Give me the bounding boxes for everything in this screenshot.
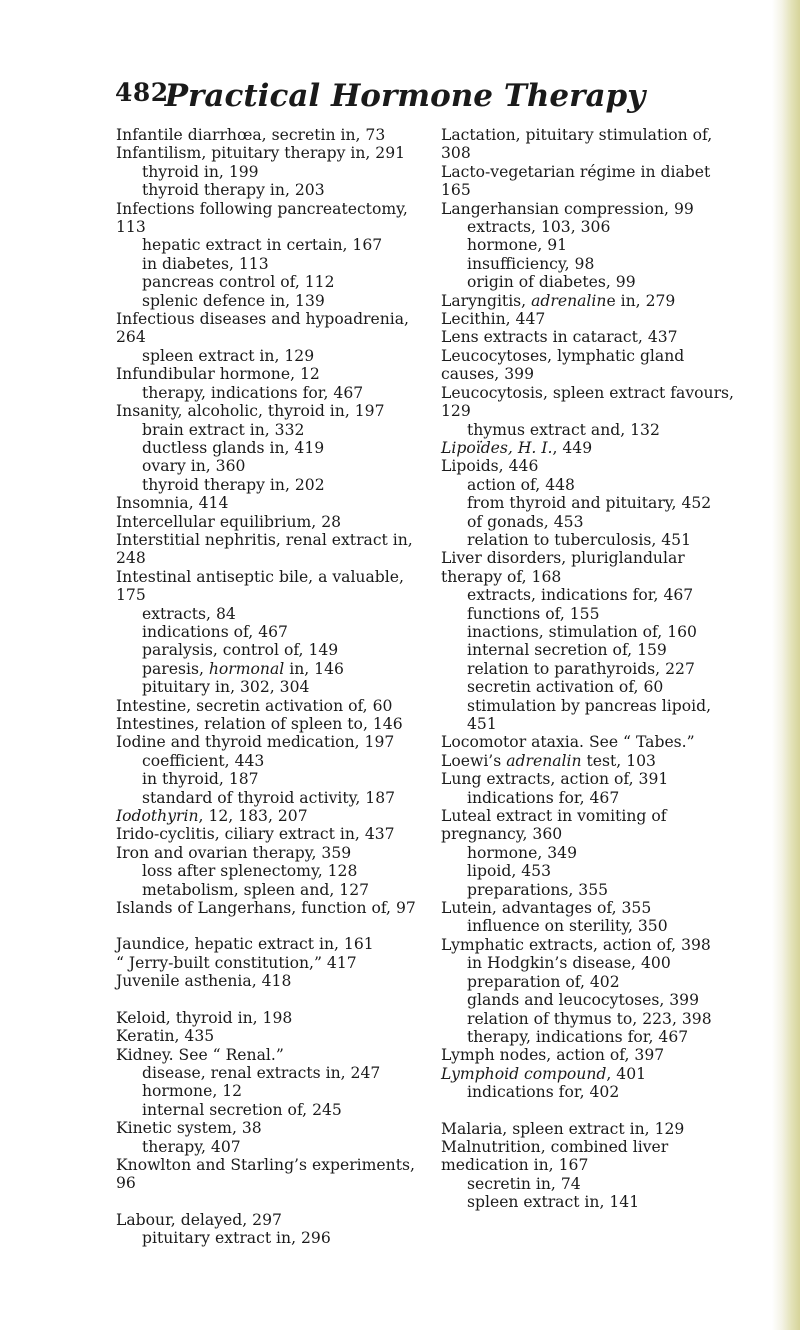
index-subentry: brain extract in, 332 [142, 420, 305, 439]
index-subentry: secretin activation of, 60 [467, 678, 664, 697]
index-subentry: hormone, 12 [142, 1082, 243, 1101]
index-entry: Keloid, thyroid in, 198 [116, 1008, 293, 1027]
index-entry: Intestinal antiseptic bile, a valuable, 175 [116, 567, 404, 605]
index-subentry: internal secretion of, 245 [142, 1100, 342, 1119]
index-entry: Intestine, secretin activation of, 60 [116, 696, 393, 715]
index-subentry: thyroid in, 199 [142, 162, 259, 181]
index-entry: Infantilism, pituitary therapy in, 291 [116, 144, 406, 163]
index-subentry: paralysis, control of, 149 [142, 641, 339, 660]
index-subentry: indications of, 467 [142, 622, 288, 641]
section-gap [116, 991, 428, 1009]
index-subentry: pituitary extract in, 296 [142, 1229, 331, 1248]
index-subentry: origin of diabetes, 99 [467, 273, 636, 292]
index-subentry: hormone, 91 [467, 236, 568, 255]
index-subentry: relation of thymus to, 223, 398 [467, 1009, 712, 1028]
index-entry: Infectious diseases and hypoadrenia, 264 [116, 310, 410, 347]
index-entry: Insanity, alcoholic, thyroid in, 197 [116, 402, 385, 421]
index-subentry: extracts, 84 [142, 604, 236, 623]
index-subentry: from thyroid and pituitary, 452 [467, 494, 712, 513]
index-subentry: preparation of, 402 [467, 972, 620, 991]
index-subentry: action of, 448 [467, 475, 575, 494]
index-entry: Lipoïdes, H. I., 449 [441, 438, 593, 457]
index-subentry: therapy, indications for, 467 [467, 1027, 689, 1046]
index-subentry: hepatic extract in certain, 167 [142, 236, 383, 255]
index-entry: Keratin, 435 [116, 1027, 215, 1046]
index-entry: Malnutrition, combined liver medication in, 167 [441, 1137, 669, 1175]
index-entry: Lens extracts in cataract, 437 [441, 328, 678, 347]
index-subentry: disease, renal extracts in, 247 [142, 1063, 381, 1082]
index-subentry: splenic defence in, 139 [142, 291, 325, 310]
section-gap [116, 1193, 428, 1211]
index-subentry: stimulation by pancreas lipoid, 451 [467, 696, 712, 733]
index-subentry: standard of thyroid activity, 187 [142, 788, 396, 807]
index-entry: Islands of Langerhans, function of, 97 [116, 899, 416, 918]
index-subentry: indications for, 467 [467, 788, 620, 807]
index-subentry: in Hodgkin’s disease, 400 [467, 954, 671, 973]
italic-term: hormonal [208, 659, 285, 678]
index-subentry: inactions, stimulation of, 160 [467, 622, 697, 641]
index-subentry: therapy, 407 [142, 1137, 241, 1156]
index-entry: Laryngitis, adrenaline in, 279 [441, 291, 676, 310]
index-entry: Leucocytosis, spleen extract favours, 129 [441, 383, 734, 421]
index-subentry: hormone, 349 [467, 843, 578, 862]
italic-term: Iodothyrin [116, 807, 199, 826]
index-entry: Infantile diarrhœa, secretin in, 73 [116, 126, 386, 144]
index-entry: Knowlton and Starling’s experiments, 96 [116, 1155, 415, 1193]
index-entry: Kinetic system, 38 [116, 1119, 262, 1138]
index-entry: Infundibular hormone, 12 [116, 365, 320, 384]
page-number: 482 [115, 78, 169, 107]
index-entry: Luteal extract in vomiting of pregnancy, 360 [441, 807, 667, 844]
index-column-left [116, 126, 428, 1248]
index-subentry: metabolism, spleen and, 127 [142, 880, 370, 899]
index-column-right [441, 126, 743, 1212]
index-entry: Intestines, relation of spleen to, 146 [116, 715, 403, 733]
index-entry: Liver disorders, pluriglandular therapy of, 168 [441, 549, 685, 586]
section-gap [116, 917, 428, 935]
index-subentry: relation to tuberculosis, 451 [467, 530, 692, 549]
index-subentry: functions of, 155 [467, 604, 600, 623]
index-entry: Lipoids, 446 [441, 457, 539, 476]
index-subentry: indications for, 402 [467, 1083, 620, 1102]
index-subentry: pancreas control of, 112 [142, 273, 335, 292]
index-subentry: loss after splenectomy, 128 [142, 862, 358, 881]
index-subentry: insufficiency, 98 [467, 254, 595, 273]
index-entry: Labour, delayed, 297 [116, 1210, 282, 1229]
index-entry: Lacto-vegetarian régime in diabet 165 [441, 162, 711, 200]
index-subentry: lipoid, 453 [467, 862, 551, 881]
index-entry: Lymphoid compound, 401 [441, 1064, 647, 1083]
index-subentry: in thyroid, 187 [142, 770, 259, 789]
index-subentry: glands and leucocytoses, 399 [467, 991, 700, 1010]
index-entry: Intercellular equilibrium, 28 [116, 512, 342, 531]
index-entry: Juvenile asthenia, 418 [116, 972, 292, 991]
page-header [115, 78, 695, 118]
index-subentry: secretin in, 74 [467, 1174, 581, 1193]
index-entry: Insomnia, 414 [116, 494, 229, 513]
italic-term: adrenalin [531, 291, 607, 310]
index-subentry: thyroid therapy in, 203 [142, 181, 325, 200]
index-subentry: ovary in, 360 [142, 457, 246, 476]
index-entry: Lymph nodes, action of, 397 [441, 1046, 665, 1065]
index-subentry: extracts, indications for, 467 [467, 586, 694, 605]
running-title: Practical Hormone Therapy [164, 78, 646, 114]
italic-term: adrenalin [506, 751, 582, 770]
italic-term: Lymphoid compound [441, 1064, 607, 1083]
index-entry: Irido-cyclitis, ciliary extract in, 437 [116, 825, 395, 844]
index-subentry: thyroid therapy in, 202 [142, 475, 325, 494]
italic-term: Lipoïdes, H. I. [441, 438, 553, 457]
index-subentry: paresis, hormonal in, 146 [142, 659, 344, 678]
index-entry: Iodine and thyroid medication, 197 [116, 733, 395, 752]
index-entry: Langerhansian compression, 99 [441, 199, 694, 218]
index-entry: Infections following pancreatectomy, 113 [116, 199, 408, 237]
index-subentry: extracts, 103, 306 [467, 218, 611, 237]
index-subentry: internal secretion of, 159 [467, 641, 667, 660]
index-subentry: of gonads, 453 [467, 512, 584, 531]
index-entry: Iodothyrin, 12, 183, 207 [116, 807, 308, 826]
index-entry: Malaria, spleen extract in, 129 [441, 1119, 685, 1138]
index-entry: Iron and ovarian therapy, 359 [116, 843, 352, 862]
index-subentry: therapy, indications for, 467 [142, 383, 364, 402]
index-subentry: pituitary in, 302, 304 [142, 678, 310, 697]
index-entry: Interstitial nephritis, renal extract in, 248 [116, 530, 413, 568]
section-gap [441, 1102, 743, 1120]
index-entry: Leucocytoses, lymphatic gland causes, 399 [441, 346, 685, 384]
index-entry: Lung extracts, action of, 391 [441, 770, 669, 789]
index-subentry: spleen extract in, 141 [467, 1193, 640, 1212]
index-entry: Loewi’s adrenalin test, 103 [441, 751, 656, 770]
index-subentry: spleen extract in, 129 [142, 346, 315, 365]
index-subentry: relation to parathyroids, 227 [467, 659, 695, 678]
index-subentry: thymus extract and, 132 [467, 420, 660, 439]
index-entry: Lymphatic extracts, action of, 398 [441, 935, 711, 954]
index-entry: Lecithin, 447 [441, 310, 546, 329]
index-entry: Locomotor ataxia. See “ Tabes.” [441, 733, 695, 752]
index-entry: Kidney. See “ Renal.” [116, 1045, 284, 1064]
index-entry: Jaundice, hepatic extract in, 161 [116, 935, 374, 954]
index-subentry: in diabetes, 113 [142, 254, 269, 273]
index-entry: Lutein, advantages of, 355 [441, 899, 652, 918]
index-entry: Lactation, pituitary stimulation of, 308 [441, 126, 713, 163]
index-entry: “ Jerry-built constitution,” 417 [116, 953, 357, 972]
index-subentry: preparations, 355 [467, 880, 609, 899]
index-subentry: ductless glands in, 419 [142, 438, 325, 457]
page-edge-discoloration [772, 0, 800, 1330]
index-subentry: influence on sterility, 350 [467, 917, 668, 936]
index-subentry: coefficient, 443 [142, 751, 265, 770]
